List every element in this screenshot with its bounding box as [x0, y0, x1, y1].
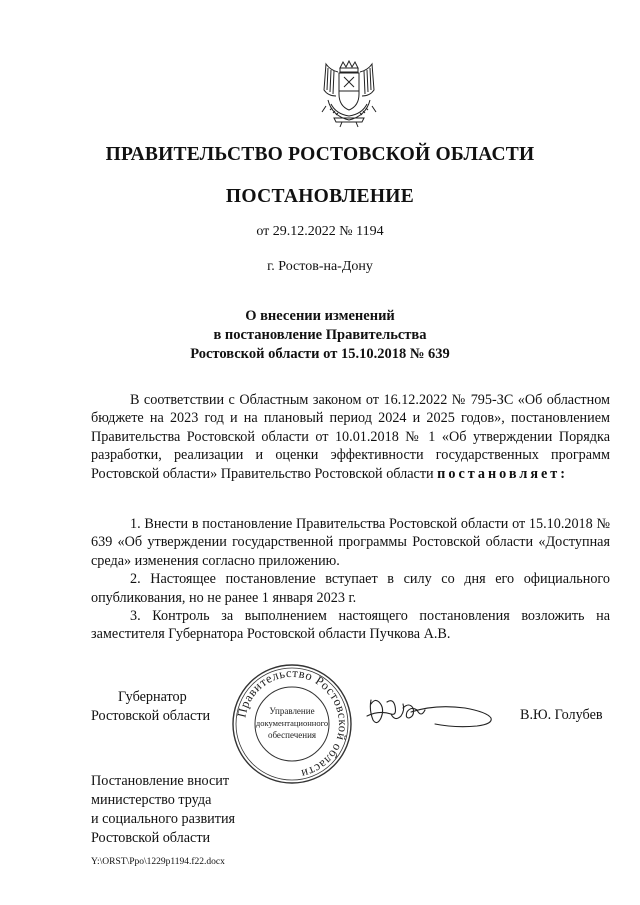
decree-item: 3. Контроль за выполнением настоящего постановления возложить на заместителя Губернатора Ростовской области Пучкова А.В. [91, 608, 610, 643]
introduced-line: Ростовской области [91, 830, 211, 846]
introduced-line: министерство труда [91, 792, 212, 808]
introduced-line: и социального развития [91, 811, 236, 827]
coat-of-arms-emblem-icon [318, 60, 380, 128]
city: г. Ростов-на-Дону [267, 259, 373, 274]
preamble-text: В соответствии с Областным законом от 16.12.2022 № 795-ЗС «Об областном бюджете на 2023 год и на плановый период 2024 и 2025 годов», постановлением Правительства Ростовской области от 10.01.2018 № 1 «Об утверждении Порядка разработки, реализации и оценки эффективности государственных программ Ростовской области» Правительство Ростовской области [91, 392, 610, 482]
subject-line: О внесении изменений [245, 308, 395, 324]
decree-item: 1. Внести в постановление Правительства Ростовской области от 15.10.2018 № 639 «Об утверждении государственной программы Ростовской области «Доступная среда» изменения согласно приложению. [91, 516, 610, 569]
document-type: ПОСТАНОВЛЕНИЕ [225, 186, 415, 207]
official-seal-icon [230, 662, 354, 786]
position-line: Губернатор [118, 689, 187, 705]
decree-word: постановляет: [437, 465, 568, 482]
seal-inner-line: обеспечения [267, 730, 317, 740]
subject-line: Ростовской области от 15.10.2018 № 639 [190, 346, 450, 362]
decree-item: 2. Настоящее постановление вступает в силу со дня его официального опубликования, но не ранее 1 января 2023 г. [91, 571, 610, 606]
decree-items [91, 515, 610, 644]
seal-outer-text: Правительство Ростовской области [234, 665, 351, 782]
seal-inner-line: документационного [255, 718, 329, 728]
document-subject [0, 307, 640, 364]
preamble-paragraph [91, 391, 610, 483]
signatory-name: В.Ю. Голубев [520, 707, 603, 723]
position-line: Ростовской области [91, 708, 211, 724]
subject-line: в постановление Правительства [213, 327, 427, 343]
signatory-position [91, 688, 210, 726]
seal-inner-line: Управление [269, 706, 315, 716]
document-date-number: от 29.12.2022 № 1194 [256, 224, 384, 239]
government-title: ПРАВИТЕЛЬСТВО РОСТОВСКОЙ ОБЛАСТИ [105, 144, 535, 165]
handwritten-signature-icon [365, 688, 500, 736]
introduced-line: Постановление вносит [91, 773, 230, 789]
file-path: Y:\ORST\Ppo\1229p1194.f22.docx [91, 857, 225, 867]
introduced-by-block [91, 772, 235, 848]
